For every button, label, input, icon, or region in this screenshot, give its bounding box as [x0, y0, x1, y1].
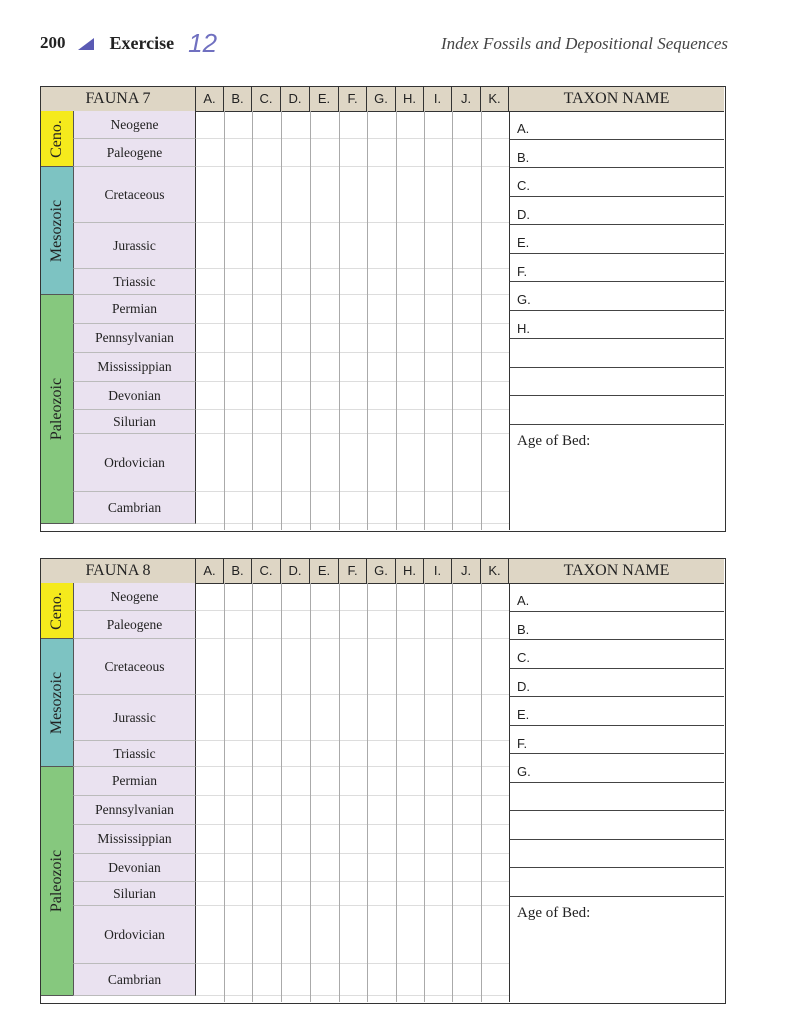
exercise-number: 12 [188, 28, 218, 58]
period-label: Cambrian [73, 492, 196, 524]
grid-line [196, 323, 509, 324]
taxon-entry-row[interactable]: F. [509, 254, 724, 283]
column-header: I. [424, 559, 452, 583]
column-header: B. [224, 559, 252, 583]
period-label: Devonian [73, 854, 196, 882]
era-text: Mesozoic [48, 671, 66, 734]
grid-line [196, 138, 509, 139]
grid-line [396, 111, 397, 530]
column-header: D. [281, 559, 310, 583]
grid-line [196, 853, 509, 854]
period-label: Cambrian [73, 964, 196, 996]
grid-line [481, 583, 482, 1002]
period-label: Pennsylvanian [73, 796, 196, 825]
taxon-entry-row[interactable]: D. [509, 669, 724, 698]
grid-line [310, 583, 311, 1002]
era-label [41, 295, 73, 524]
grid-line [224, 583, 225, 1002]
period-label: Permian [73, 295, 196, 324]
grid-line [196, 433, 509, 434]
grid-line [196, 491, 509, 492]
fauna-7-table [40, 86, 726, 532]
column-header: F. [339, 559, 367, 583]
grid-line [196, 766, 509, 767]
taxon-entry-row[interactable] [509, 811, 724, 840]
era-label [41, 167, 73, 295]
taxon-entry-row[interactable]: G. [509, 754, 724, 783]
period-label: Ordovician [73, 434, 196, 492]
grid-line [196, 905, 509, 906]
grid-line [339, 583, 340, 1002]
period-label: Silurian [73, 410, 196, 434]
taxon-entry-row[interactable]: F. [509, 726, 724, 755]
grid-line [310, 111, 311, 530]
triangle-marker-icon [78, 38, 94, 50]
period-label: Jurassic [73, 223, 196, 269]
taxon-name-header: TAXON NAME [563, 90, 670, 107]
taxon-entry-row[interactable] [509, 396, 724, 425]
column-header: F. [339, 87, 367, 111]
taxon-entry-row[interactable]: E. [509, 225, 724, 254]
grid-line [196, 268, 509, 269]
period-label: Neogene [73, 583, 196, 611]
taxon-entry-row[interactable]: C. [509, 640, 724, 669]
grid-line [367, 583, 368, 1002]
header-row [41, 87, 724, 112]
header-left [40, 30, 217, 56]
column-header: C. [252, 559, 281, 583]
period-label: Cretaceous [73, 167, 196, 223]
grid-line [196, 294, 509, 295]
column-header: J. [452, 87, 481, 111]
column-header: E. [310, 87, 339, 111]
period-label: Cretaceous [73, 639, 196, 695]
age-of-bed-field[interactable]: Age of Bed: [509, 897, 724, 1003]
column-header: K. [481, 559, 509, 583]
taxon-name-header: TAXON NAME [563, 562, 670, 579]
period-label: Ordovician [73, 906, 196, 964]
grid-line [367, 111, 368, 530]
period-label: Neogene [73, 111, 196, 139]
grid-line [196, 881, 509, 882]
grid-line [196, 638, 509, 639]
grid-line [196, 222, 509, 223]
column-header: E. [310, 559, 339, 583]
grid-line [424, 111, 425, 530]
grid-line [196, 694, 509, 695]
period-label: Paleogene [73, 611, 196, 639]
fauna-8-table [40, 558, 726, 1004]
column-header: H. [396, 559, 424, 583]
taxon-entry-row[interactable]: A. [509, 583, 724, 612]
grid-line [196, 352, 509, 353]
column-header: A. [196, 559, 224, 583]
era-label [41, 767, 73, 996]
grid-line [196, 740, 509, 741]
taxon-entry-row[interactable] [509, 783, 724, 812]
era-text: Ceno. [48, 119, 65, 158]
column-header: G. [367, 87, 396, 111]
column-header: A. [196, 87, 224, 111]
grid-line [196, 523, 509, 524]
taxon-entry-row[interactable]: G. [509, 282, 724, 311]
period-label: Triassic [73, 269, 196, 295]
grid-line [452, 111, 453, 530]
taxon-entry-row[interactable] [509, 840, 724, 869]
page-number: 200 [40, 33, 66, 52]
grid-line [196, 824, 509, 825]
period-label: Pennsylvanian [73, 324, 196, 353]
period-label: Silurian [73, 882, 196, 906]
grid-line [281, 583, 282, 1002]
taxon-entry-row[interactable]: B. [509, 140, 724, 169]
grid-line [339, 111, 340, 530]
column-header: B. [224, 87, 252, 111]
era-label [41, 583, 73, 639]
grid-line [252, 111, 253, 530]
grid-line [396, 583, 397, 1002]
column-header: C. [252, 87, 281, 111]
taxon-entry-row[interactable]: A. [509, 111, 724, 140]
column-header: H. [396, 87, 424, 111]
age-of-bed-field[interactable]: Age of Bed: [509, 425, 724, 531]
column-header: G. [367, 559, 396, 583]
exercise-label: Exercise [109, 32, 175, 53]
column-header: K. [481, 87, 509, 111]
taxon-entry-row[interactable] [509, 868, 724, 897]
grid-line [481, 111, 482, 530]
period-label: Triassic [73, 741, 196, 767]
period-label: Mississippian [73, 353, 196, 382]
era-text: Mesozoic [48, 199, 66, 262]
grid-line [196, 963, 509, 964]
taxon-entry-row[interactable]: C. [509, 168, 724, 197]
taxon-entry-row[interactable]: H. [509, 311, 724, 340]
grid-line [424, 583, 425, 1002]
era-label [41, 639, 73, 767]
era-text: Ceno. [48, 591, 65, 630]
grid-line [196, 409, 509, 410]
period-label: Jurassic [73, 695, 196, 741]
grid-line [196, 610, 509, 611]
period-label: Paleogene [73, 139, 196, 167]
grid-line [252, 583, 253, 1002]
era-label [41, 111, 73, 167]
column-header: I. [424, 87, 452, 111]
taxon-entry-row[interactable]: D. [509, 197, 724, 226]
era-text: Paleozoic [48, 377, 66, 441]
column-header: J. [452, 559, 481, 583]
header-row [41, 559, 724, 584]
period-label: Mississippian [73, 825, 196, 854]
grid-line [452, 583, 453, 1002]
period-label: Permian [73, 767, 196, 796]
grid-line [196, 995, 509, 996]
period-label: Devonian [73, 382, 196, 410]
grid-line [196, 381, 509, 382]
taxon-entry-row[interactable] [509, 339, 724, 368]
running-title: Index Fossils and Depositional Sequences [440, 34, 728, 53]
grid-line [196, 166, 509, 167]
taxon-entry-row[interactable]: E. [509, 697, 724, 726]
era-text: Paleozoic [48, 849, 66, 913]
fauna-title: FAUNA 7 [41, 87, 196, 111]
taxon-entry-row[interactable] [509, 368, 724, 397]
grid-line [224, 111, 225, 530]
column-header: D. [281, 87, 310, 111]
grid-line [281, 111, 282, 530]
fauna-title: FAUNA 8 [41, 559, 196, 583]
grid-line [196, 795, 509, 796]
taxon-entry-row[interactable]: B. [509, 612, 724, 641]
